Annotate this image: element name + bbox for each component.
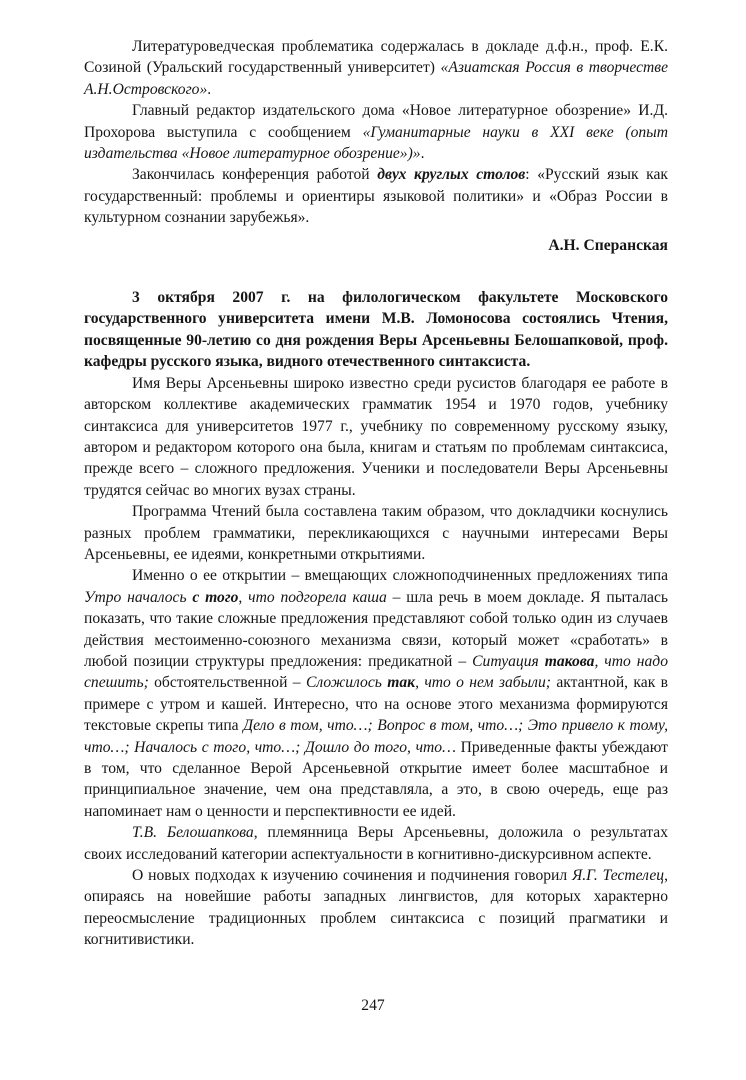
italic-run: Я.Г. Тестелец [572, 867, 665, 885]
emphasis-run [377, 166, 525, 183]
text-run: Приведенные факты убеждают в том, что сделанное Верой Арсеньевной открытие имеет более масштабное и принципиальное значение, чем она представляла, а это, в свою очередь, еще раз напоминает нам о ценности и перспективности ее идей. [84, 738, 668, 820]
text-run: актантной, как в примере с утром и кашей. Интересно, что на основе этого механизма формируются текстовые скрепы типа [84, 674, 668, 735]
text-run: Имя Веры Арсеньевны широко известно среди русистов благодаря ее работе в авторском коллективе академических грамматик 1954 и 1970 годов, учебнику синтаксиса для университетов 1977 г., учебнику по современному русскому языку, автором и редактором которого она была, книгам и статьям по проблемам синтаксиса, прежде всего – сложного предложения. Ученики и последователи Веры Арсеньевны трудятся сейчас во многих вузах страны. [84, 374, 668, 499]
italic-run: , что подгорела каша [238, 588, 387, 606]
text-run: Программа Чтений была составлена таким образом, что докладчики коснулись разных проблем грамматики, перекликающихся с научными интересами Веры Арсеньевны, ее идеями, конкретными открытиями. [84, 503, 668, 563]
bold-italic-run: двух круглых столов [377, 166, 526, 184]
italic-run: Т.В. Белошапкова [132, 824, 254, 842]
italic-run: «Гуманитарные науки в XXI веке (опыт издательства «Новое литературное обозрение»)» [84, 123, 668, 163]
text-run: Литературоведческая проблематика содержалась в докладе д.ф.н., проф. Е.К. Созиной (Уральский государственный университет) [84, 38, 668, 77]
italic-run: «Азиатская Россия в творчестве А.Н.Островского» [84, 59, 668, 98]
paragraph-vera-arsenyevna [84, 373, 668, 501]
page-number: 247 [361, 997, 385, 1014]
text-block [84, 36, 668, 951]
text-run: . [207, 80, 212, 98]
emphasis-run [545, 653, 595, 670]
text-run: обстоятельственной – [148, 674, 306, 692]
italic-run: , что надо спешить; [84, 652, 668, 692]
emphasis-run [192, 589, 238, 606]
text-run: – шла речь в моем докладе. Я пыталась показать, что такие сложные предложения представляют собой только один из случаев действия местоименно-союзного механизма связи, который может «сработать» в любой позиции структуры предложения: предикатной – [84, 588, 669, 670]
italic-run: Ситуация [472, 652, 545, 670]
bold-italic-run: с того [192, 588, 239, 606]
text-run: Именно о ее открытии – вмещающих сложноподчиненных предложениях типа [132, 567, 668, 585]
author-signature: А.Н. Сперанская [548, 236, 668, 254]
text-run: Главный редактор издательского дома «Новое литературное обозрение» И.Д. Прохорова выступила с сообщением [84, 102, 668, 141]
paragraph-prokhorova [84, 100, 668, 164]
paragraph-program [84, 501, 668, 565]
text-run: , племянница Веры Арсеньевны, доложила о результатах своих исследований категории аспектуальности в когнитивно-дискурсивном аспекте. [84, 824, 669, 863]
paragraph-discovery [84, 565, 668, 822]
text-run: О новых подходах к изучению сочинения и подчинения говорил [132, 867, 573, 885]
text-run: : «Русский язык как государственный: проблемы и ориентиры языковой политики» и «Образ России в культурном сознании зарубежья». [84, 166, 668, 227]
text-run: . [420, 145, 425, 163]
bold-italic-run: такова [544, 652, 595, 670]
bold-italic-run: так [387, 674, 416, 692]
text-run: Закончилась конференция работой [132, 166, 378, 184]
emphasis-run [387, 674, 415, 691]
paragraph-testelets [84, 865, 668, 951]
paragraph-beloshapkova [84, 822, 668, 865]
text-run: , опираясь на новейшие работы западных лингвистов, для которых характерно переосмысление традиционных проблем синтаксиса с позиций прагматики и когнитивистики. [84, 867, 668, 949]
italic-run: , что о нем забыли; [415, 674, 551, 692]
paragraph-sozina [84, 36, 668, 100]
italic-run: Утро началось [84, 588, 193, 606]
announcement-heading: 3 октября 2007 г. на филологическом факультете Московского государственного университета имени М.В. Ломоносова состоялись Чтения, посвященные 90-летию со дня рождения Веры Арсеньевны Белошапковой, проф. кафедры русского языка, видного отечественного синтаксиста. [84, 289, 668, 371]
italic-run: Дело в том, что…; Вопрос в том, что…; Это привело к тому, что…; Началось с того, что…; Дошло до того, что… [84, 717, 668, 756]
paragraph-round-tables [84, 164, 668, 228]
italic-run: Сложилось [305, 674, 388, 692]
